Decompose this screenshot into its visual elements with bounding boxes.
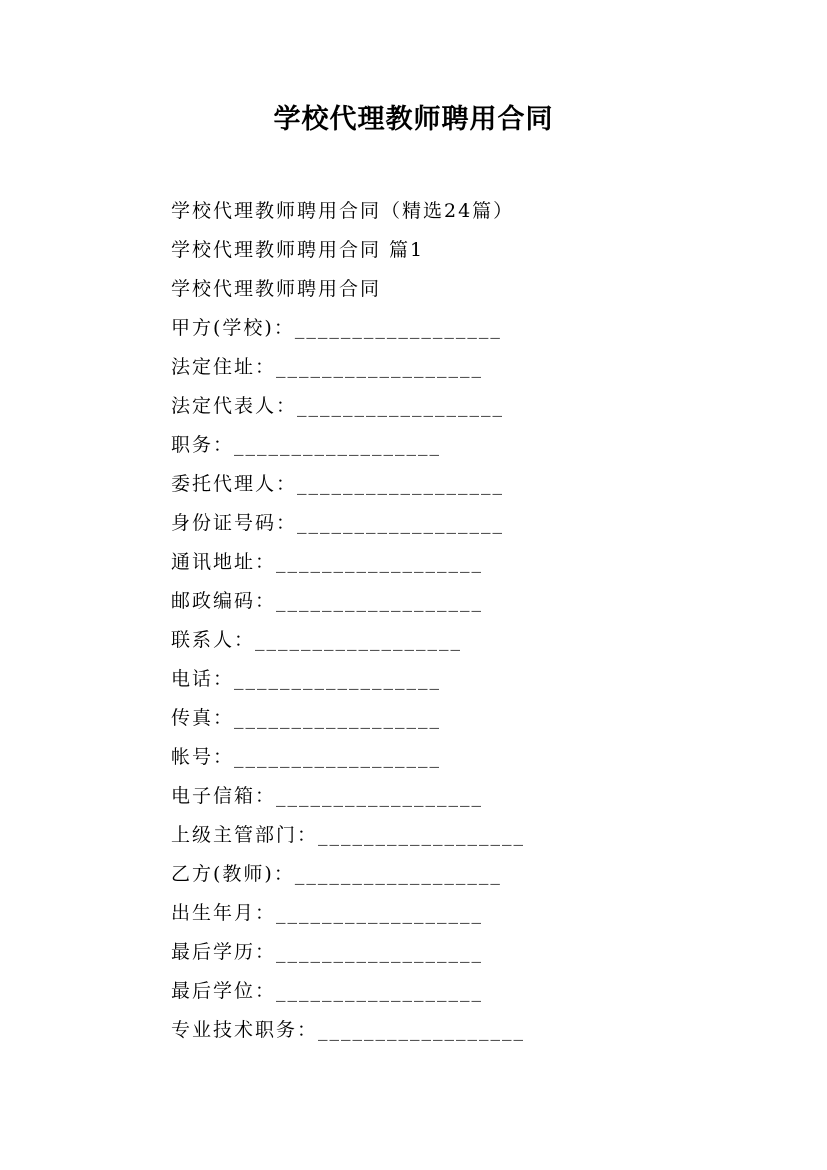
mailing-address-field: 通讯地址：__________________	[171, 551, 484, 573]
birth-date-field: 出生年月：__________________	[171, 902, 484, 924]
contact-person-field: 联系人：__________________	[171, 629, 463, 651]
id-number-field: 身份证号码：__________________	[171, 512, 505, 534]
document-title: 学校代理教师聘用合同	[273, 104, 554, 135]
email-field: 电子信箱：__________________	[171, 785, 484, 807]
fax-field: 传真：__________________	[171, 707, 442, 729]
party-a-field: 甲方(学校)：__________________	[171, 317, 502, 339]
professional-title-field: 专业技术职务：__________________	[171, 1019, 526, 1041]
contract-name-line: 学校代理教师聘用合同	[171, 278, 382, 300]
position-field: 职务：__________________	[171, 434, 442, 456]
postal-code-field: 邮政编码：__________________	[171, 590, 484, 612]
section-heading-line: 学校代理教师聘用合同 篇1	[171, 239, 425, 261]
legal-representative-field: 法定代表人：__________________	[171, 395, 505, 417]
degree-field: 最后学位：__________________	[171, 980, 484, 1002]
legal-address-field: 法定住址：__________________	[171, 356, 484, 378]
doc-heading-line: 学校代理教师聘用合同（精选24篇）	[171, 200, 515, 222]
education-field: 最后学历：__________________	[171, 941, 484, 963]
account-field: 帐号：__________________	[171, 746, 442, 768]
supervising-dept-field: 上级主管部门：__________________	[171, 824, 526, 846]
document-body	[171, 193, 771, 1051]
party-b-field: 乙方(教师)：__________________	[171, 863, 502, 885]
authorized-agent-field: 委托代理人：__________________	[171, 473, 505, 495]
phone-field: 电话：__________________	[171, 668, 442, 690]
